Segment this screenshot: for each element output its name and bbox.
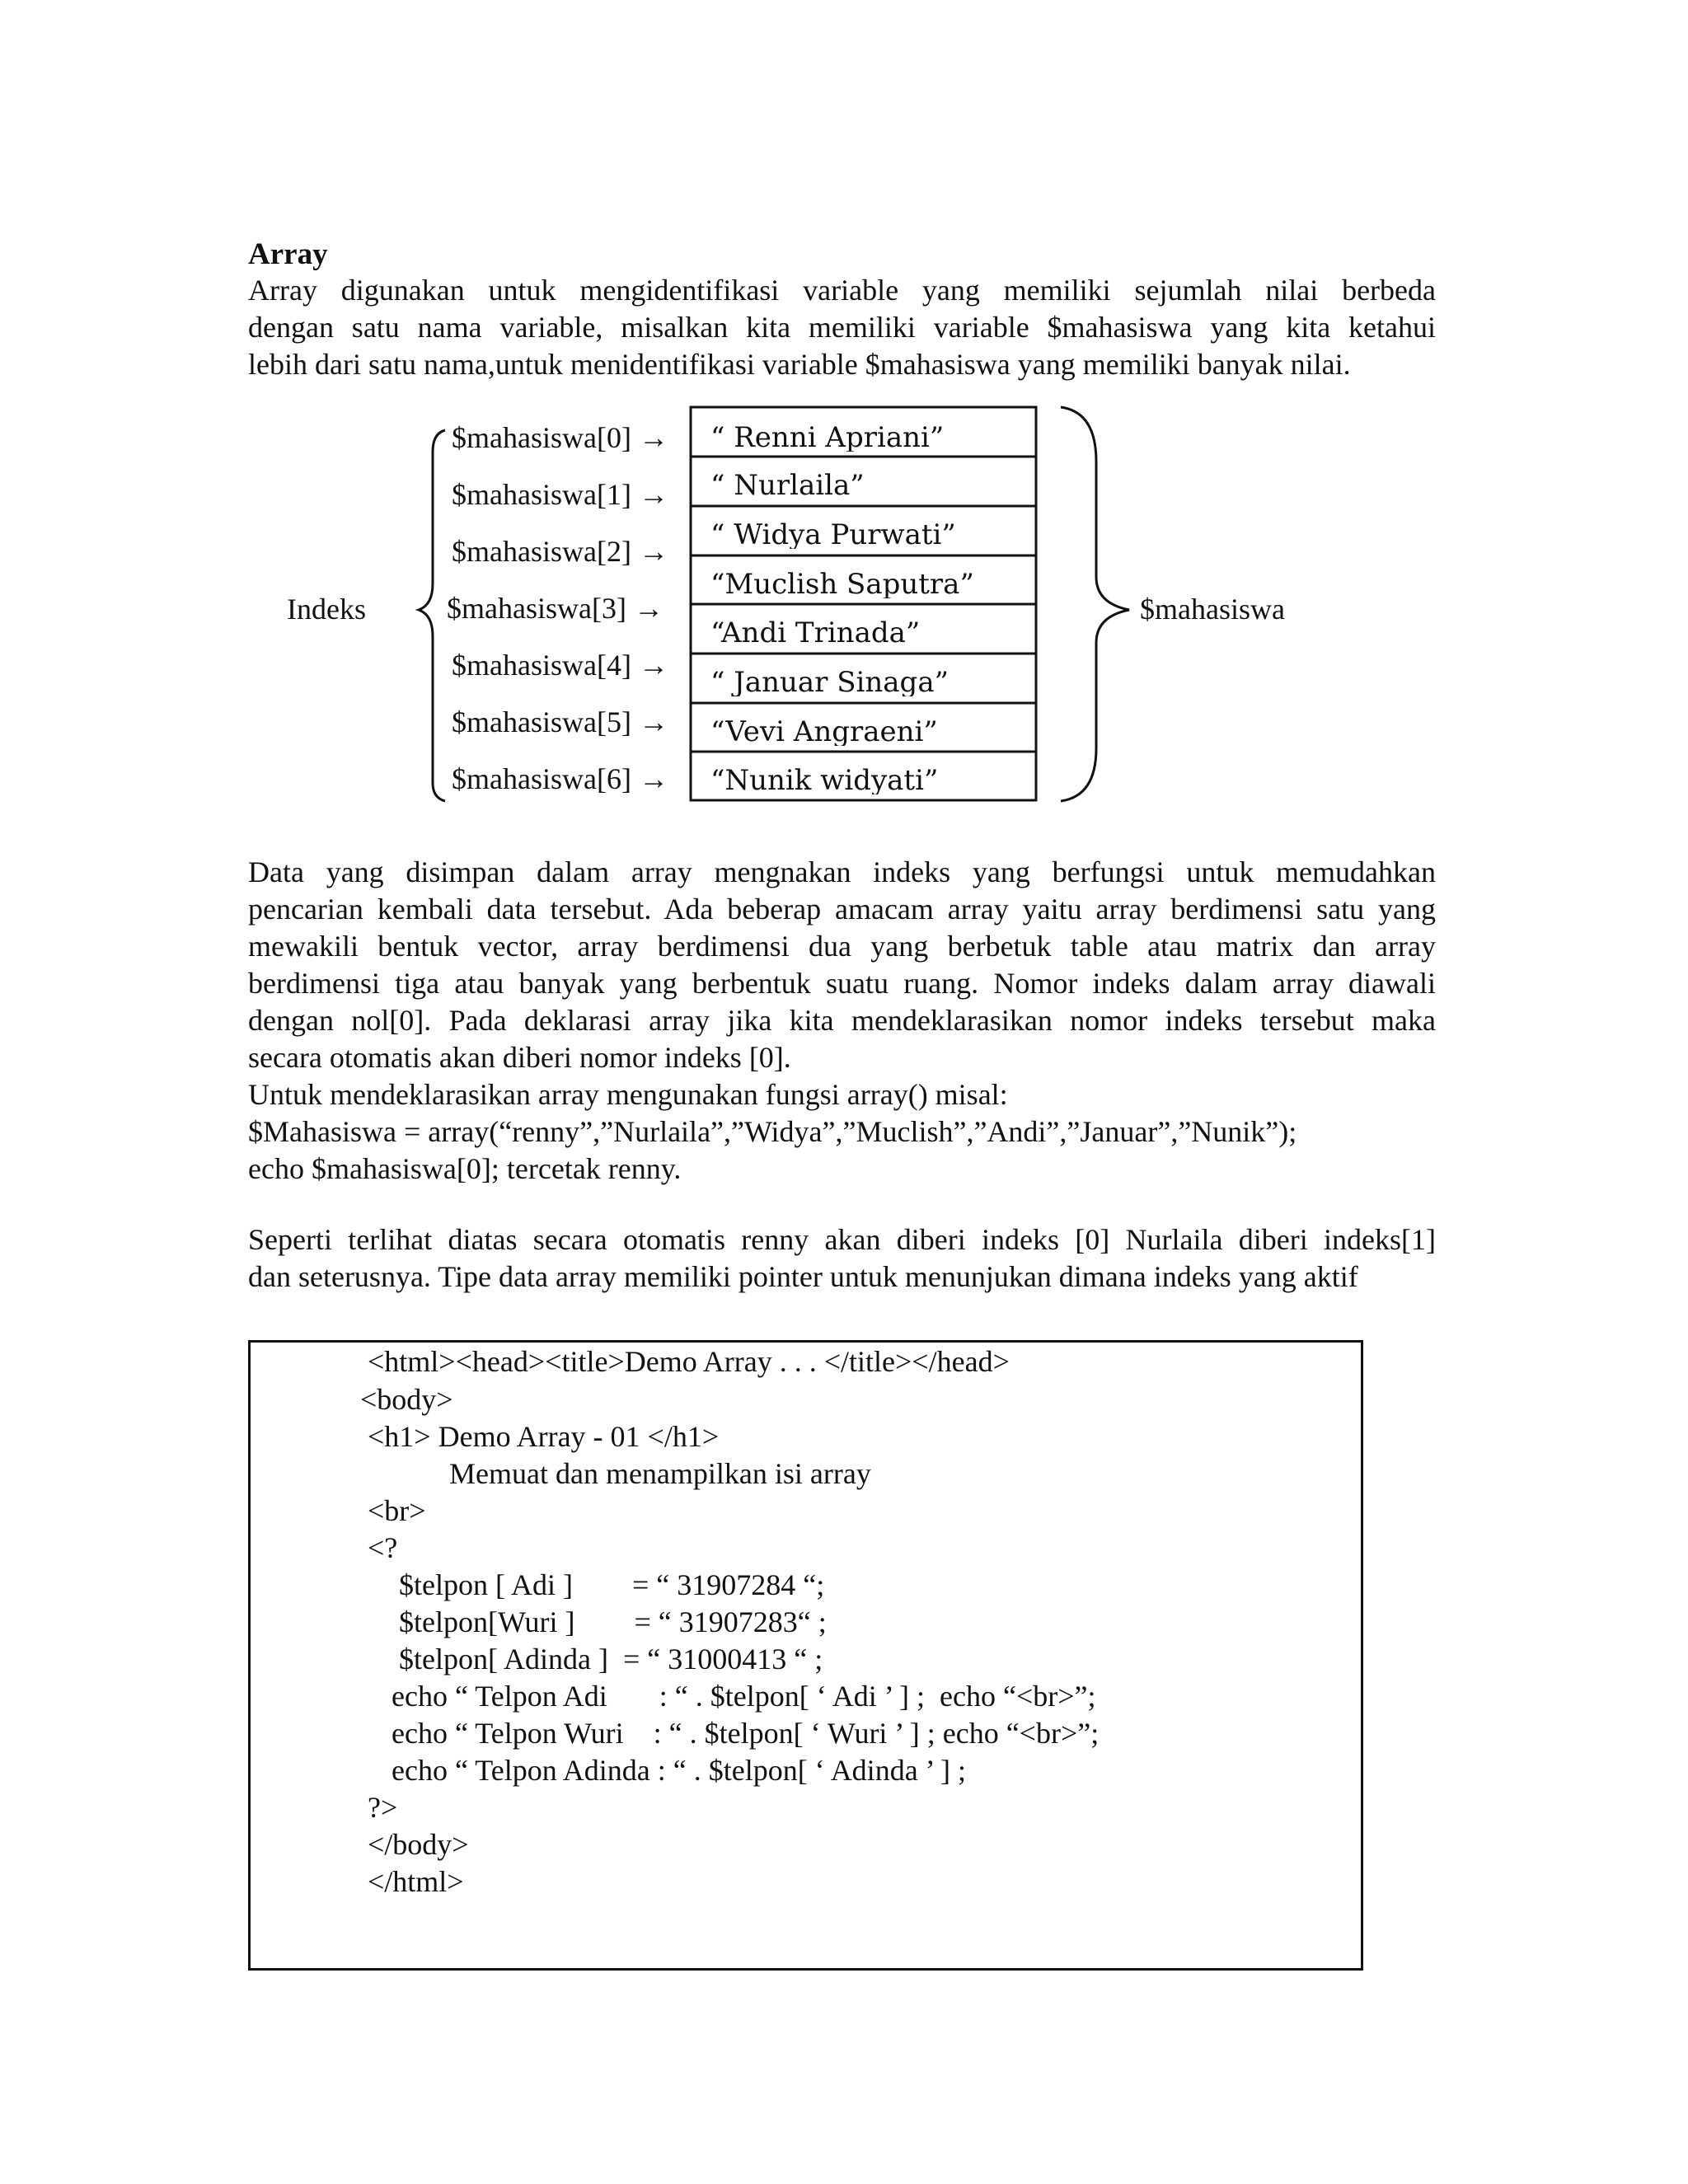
code-line: </html> (368, 1865, 464, 1898)
array-name-label: $mahasiswa (1140, 593, 1285, 626)
code-line: </body> (368, 1828, 469, 1861)
index-label-5 (452, 705, 668, 739)
intro-line: lebih dari satu nama,untuk menidentifikasi variable $mahasiswa yang memiliki banyak nilai. (248, 348, 1351, 381)
index-label-0 (452, 420, 668, 455)
code-line: <? (368, 1531, 398, 1564)
indeks-label: Indeks (287, 593, 366, 626)
code-line: <br> (368, 1494, 426, 1527)
array-cell-value: “Muclish Saputra” (710, 568, 974, 598)
paragraph-line: Untuk mendeklarasikan array mengunakan fungsi array() misal: (248, 1078, 1008, 1111)
code-line: echo “ Telpon Adinda : “ . $telpon[ ‘ Adinda ’ ] ; (392, 1754, 966, 1787)
array-cell-value: “ Nurlaila” (710, 469, 865, 499)
paragraph-line: Data yang disimpan dalam array mengnakan indeks yang berfungsi untuk memudahkan (248, 855, 1436, 888)
pointer-paragraph (248, 1221, 1436, 1296)
arrow-right-icon: → (638, 421, 668, 454)
code-line: $telpon [ Adi ] = “ 31907284 “; (399, 1568, 825, 1601)
index-text: $mahasiswa[1] (452, 478, 631, 511)
paragraph-line: pencarian kembali data tersebut. Ada beberap amacam array yaitu array berdimensi satu yang (248, 893, 1436, 926)
section-heading: Array (248, 237, 328, 271)
arrow-right-icon: → (638, 478, 668, 511)
paragraph-line: echo $mahasiswa[0]; tercetak renny. (248, 1152, 682, 1185)
paragraph-line: Seperti terlihat diatas secara otomatis renny akan diberi indeks [0] Nurlaila diberi indeks[1] (248, 1223, 1436, 1256)
code-line: <html><head><title>Demo Array . . . </title></head> (368, 1345, 1010, 1378)
right-brace (1061, 407, 1129, 801)
paragraph-line: secara otomatis akan diberi nomor indeks [0]. (248, 1041, 791, 1074)
index-label-3 (447, 591, 663, 626)
array-cell-value: “Nunik widyati” (710, 764, 939, 794)
index-text: $mahasiswa[4] (452, 649, 631, 682)
index-label-1 (452, 477, 668, 512)
array-cell-value: “ Januar Sinaga” (710, 666, 949, 696)
left-brace (419, 430, 445, 801)
index-text: $mahasiswa[3] (447, 592, 626, 625)
paragraph-line: dengan nol[0]. Pada deklarasi array jika kita mendeklarasikan nomor indeks tersebut maka (248, 1004, 1436, 1037)
code-line: <h1> Demo Array - 01 </h1> (368, 1420, 720, 1453)
index-label-6 (452, 762, 668, 796)
arrow-right-icon: → (638, 535, 668, 568)
code-line: echo “ Telpon Adi : “ . $telpon[ ‘ Adi ’ ] ; echo “<br>”; (392, 1680, 1096, 1713)
index-label-2 (452, 534, 668, 569)
index-text: $mahasiswa[6] (452, 762, 631, 795)
arrow-right-icon: → (638, 705, 668, 738)
array-cell-value: “Vevi Angraeni” (710, 715, 938, 746)
array-cell-value: “ Renni Apriani” (710, 421, 945, 452)
code-line: ?> (368, 1791, 398, 1824)
code-line: $telpon[ Adinda ] = “ 31000413 “ ; (399, 1643, 823, 1675)
intro-line: dengan satu nama variable, misalkan kita memiliki variable $mahasiswa yang kita ketahui (248, 311, 1436, 344)
paragraph-line: dan seterusnya. Tipe data array memiliki pointer untuk menunjukan dimana indeks yang aktif (248, 1260, 1358, 1293)
arrow-right-icon: → (633, 592, 663, 625)
array-cell-value: “ Widya Purwati” (710, 518, 956, 549)
paragraph-line: berdimensi tiga atau banyak yang berbentuk suatu ruang. Nomor indeks dalam array diawali (248, 967, 1436, 1000)
code-line: echo “ Telpon Wuri : “ . $telpon[ ‘ Wuri ’ ] ; echo “<br>”; (392, 1717, 1100, 1750)
intro-line: Array digunakan untuk mengidentifikasi variable yang memiliki sejumlah nilai berbeda (248, 274, 1436, 307)
code-line: <body> (360, 1383, 453, 1416)
code-line: $telpon[Wuri ] = “ 31907283“ ; (399, 1605, 827, 1638)
arrow-right-icon: → (638, 762, 668, 795)
array-cell-value: “Andi Trinada” (710, 616, 921, 647)
paragraph-line: mewakili bentuk vector, array berdimensi dua yang berbetuk table atau matrix dan array (248, 930, 1436, 963)
arrow-right-icon: → (638, 649, 668, 682)
index-text: $mahasiswa[2] (452, 535, 631, 568)
code-line: Memuat dan menampilkan isi array (449, 1457, 871, 1490)
index-text: $mahasiswa[5] (452, 705, 631, 738)
paragraph-line: $Mahasiswa = array(“renny”,”Nurlaila”,”Widya”,”Muclish”,”Andi”,”Januar”,”Nunik”); (248, 1115, 1297, 1148)
index-text: $mahasiswa[0] (452, 421, 631, 454)
array-description-paragraph (248, 854, 1436, 1188)
index-label-4 (452, 648, 668, 682)
